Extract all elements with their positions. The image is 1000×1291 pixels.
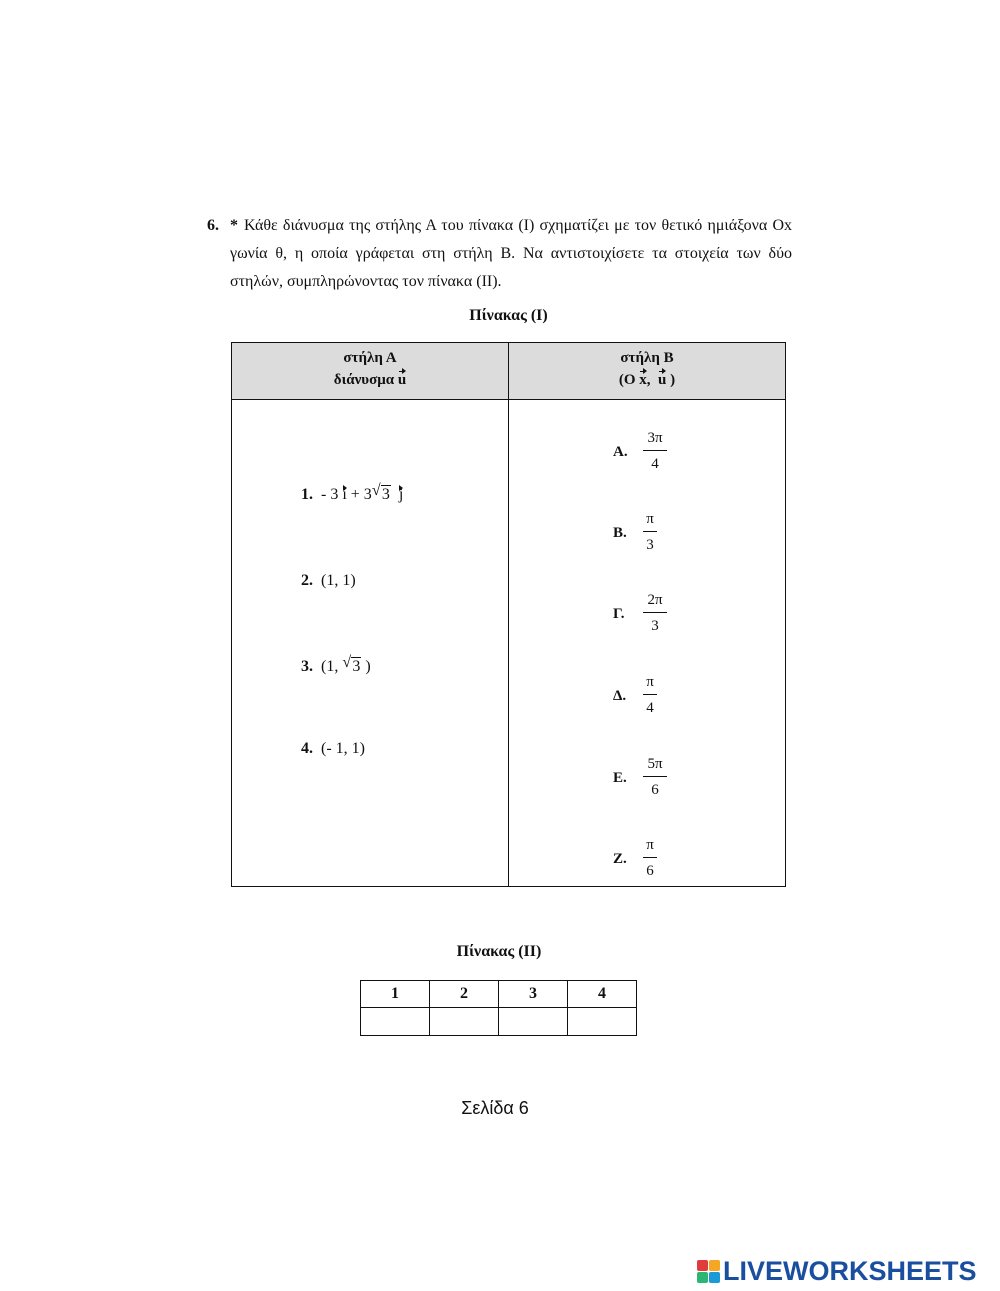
fraction: $\frac{\pi}{4}$ — [643, 672, 657, 718]
column-b-subtitle: (Ο x, u ) — [509, 369, 785, 391]
fraction: $\frac{3\pi}{4}$ — [643, 428, 667, 474]
column-divider — [508, 343, 509, 886]
exercise-number: 6. — [207, 217, 219, 234]
column-a-item-2: 2. (1, 1) — [301, 572, 356, 589]
fraction: $\frac{5\pi}{6}$ — [643, 754, 667, 800]
answer-row — [361, 1008, 637, 1036]
vector-u: u — [658, 369, 666, 391]
answer-header-1: 1 — [361, 981, 430, 1008]
vector-i: i — [342, 486, 347, 503]
square-root: √ 3 — [342, 654, 361, 675]
column-b-title: στήλη Β — [620, 350, 674, 366]
answer-header-3: 3 — [499, 981, 568, 1008]
liveworksheets-logo — [697, 1257, 977, 1285]
page-number: Σελίδα 6 — [461, 1098, 529, 1118]
table-2-caption: Πίνακας (ΙΙ) — [456, 943, 542, 960]
fraction: $\frac{\pi}{3}$ — [643, 509, 657, 555]
answer-cell-1[interactable] — [361, 1008, 430, 1036]
fraction: $\frac{\pi}{6}$ — [643, 835, 657, 881]
table-1-caption: Πίνακας (Ι) — [469, 307, 548, 324]
answer-cell-4[interactable] — [568, 1008, 637, 1036]
logo-icon — [697, 1260, 720, 1283]
answer-cell-3[interactable] — [499, 1008, 568, 1036]
answer-cell-2[interactable] — [430, 1008, 499, 1036]
column-a-title: στήλη Α — [343, 350, 397, 366]
answer-header-2: 2 — [430, 981, 499, 1008]
square-root: √ 3 — [371, 482, 390, 503]
column-a-item-3: 3. (1, √ 3 ) — [301, 654, 371, 675]
exercise-6 — [207, 212, 792, 296]
column-b-header — [509, 343, 785, 399]
vector-x: x — [639, 369, 647, 391]
star-marker: * — [230, 217, 238, 234]
answer-header-4: 4 — [568, 981, 637, 1008]
column-a-header — [232, 343, 508, 399]
matching-table: στήλη Α διάνυσμα u στήλη Β (Ο x, u ) 1. - 3 i + 3 √ 3 j 2. (1, 1) 3. (1, √ 3 ) 4. (- 1, 1) Α. $\frac{3\pi}{4}$ Β. $\frac{\pi}{3}$ Γ. $\frac{2\pi}{3}$ Δ. $\frac{\pi}{4}$ Ε. $\frac{5\pi}{6}$ Ζ. $\frac{\pi}{6}$ — [231, 342, 786, 887]
answer-table — [360, 980, 637, 1036]
exercise-text — [230, 212, 792, 296]
vector-j: j — [398, 486, 404, 503]
column-a-subtitle: διάνυσμα u — [232, 369, 508, 391]
fraction: $\frac{2\pi}{3}$ — [643, 590, 667, 636]
exercise-statement: Κάθε διάνυσμα της στήλης Α του πίνακα (Ι) σχηματίζει με τον θετικό ημιάξονα Οx γωνία θ, η οποία γράφεται στη στήλη Β. Να αντιστοιχίσετε τα στοιχεία των δύο στηλών, συμπληρώνοντας τον πίνακα (ΙΙ). — [230, 217, 792, 290]
brand-name: LIVEWORKSHEETS — [723, 1255, 977, 1286]
vector-u: u — [398, 369, 406, 391]
answer-table-header — [361, 981, 637, 1008]
column-a-item-4: 4. (- 1, 1) — [301, 740, 365, 757]
column-a-item-1: 1. - 3 i + 3 √ 3 j — [301, 482, 404, 503]
